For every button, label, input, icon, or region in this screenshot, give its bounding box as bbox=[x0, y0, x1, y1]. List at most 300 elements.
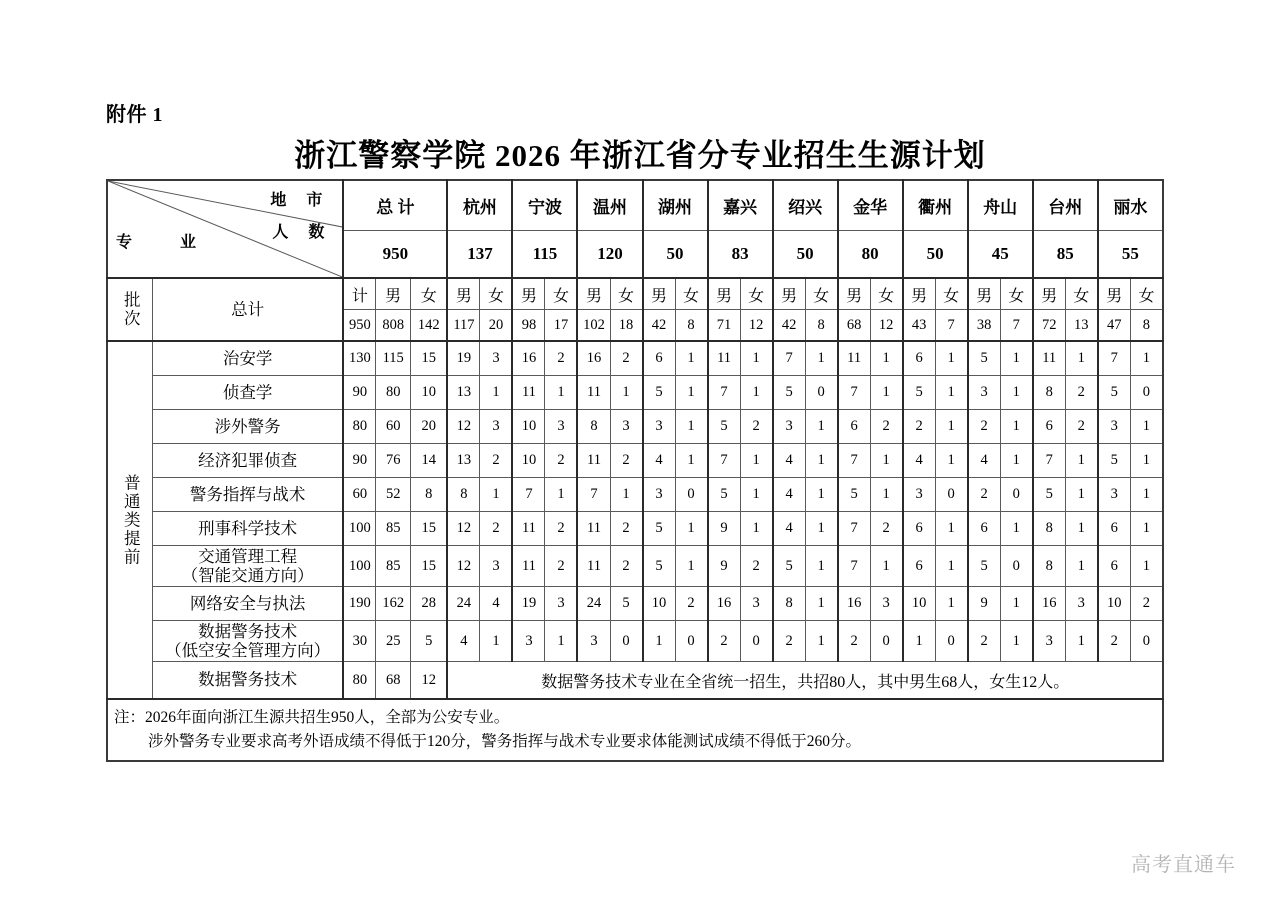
cell-value: 8 bbox=[773, 587, 806, 621]
cell-value: 1 bbox=[805, 621, 838, 662]
cell-value: 8 bbox=[577, 410, 610, 444]
cell-value: 1 bbox=[545, 478, 578, 512]
major-name: 数据警务技术 bbox=[198, 621, 298, 641]
merged-note-cell: 数据警务技术专业在全省统一招生，共招80人，其中男生68人，女生12人。 bbox=[447, 662, 1163, 700]
cell-value: 7 bbox=[838, 546, 871, 587]
cell-last-total-2: 12 bbox=[411, 662, 448, 700]
cell-grand-total-14: 8 bbox=[805, 310, 838, 342]
row-label-major bbox=[153, 587, 344, 621]
cell-value: 0 bbox=[740, 621, 773, 662]
cell-value: 1 bbox=[740, 444, 773, 478]
cell-grand-total-7: 102 bbox=[577, 310, 610, 342]
cell-value: 5 bbox=[1098, 376, 1131, 410]
cell-value: 3 bbox=[545, 410, 578, 444]
cell-value: 2 bbox=[1098, 621, 1131, 662]
subheader-city-2-0: 男 bbox=[577, 278, 610, 310]
cell-value: 28 bbox=[411, 587, 448, 621]
cell-value: 3 bbox=[903, 478, 936, 512]
cell-grand-total-3: 117 bbox=[447, 310, 480, 342]
cell-value: 1 bbox=[805, 478, 838, 512]
major-name: 侦查学 bbox=[222, 382, 273, 402]
cell-value: 10 bbox=[411, 376, 448, 410]
cell-value: 3 bbox=[1033, 621, 1066, 662]
cell-value: 76 bbox=[376, 444, 411, 478]
cell-value: 12 bbox=[447, 512, 480, 546]
cell-grand-total-22: 13 bbox=[1065, 310, 1098, 342]
cell-value: 3 bbox=[512, 621, 545, 662]
cell-value: 3 bbox=[480, 546, 513, 587]
cell-value: 11 bbox=[577, 444, 610, 478]
table-row bbox=[107, 376, 1163, 410]
cell-value: 4 bbox=[968, 444, 1001, 478]
subheader-city-5-0: 男 bbox=[773, 278, 806, 310]
cell-value: 7 bbox=[838, 512, 871, 546]
cell-value: 1 bbox=[740, 478, 773, 512]
cell-value: 15 bbox=[411, 546, 448, 587]
table-header-row-cities bbox=[107, 180, 1163, 231]
major-name: 刑事科学技术 bbox=[198, 518, 298, 538]
cell-value: 100 bbox=[343, 546, 376, 587]
cell-value: 7 bbox=[708, 444, 741, 478]
cell-value: 1 bbox=[480, 478, 513, 512]
cell-value: 10 bbox=[643, 587, 676, 621]
cell-value: 5 bbox=[773, 376, 806, 410]
cell-value: 6 bbox=[903, 341, 936, 376]
cell-value: 3 bbox=[1098, 478, 1131, 512]
column-header-total: 总 计 bbox=[343, 180, 447, 231]
cell-value: 1 bbox=[675, 341, 708, 376]
cell-value: 2 bbox=[1130, 587, 1163, 621]
cell-value: 2 bbox=[610, 444, 643, 478]
cell-value: 1 bbox=[870, 376, 903, 410]
cell-value: 1 bbox=[870, 478, 903, 512]
cell-grand-total-10: 8 bbox=[675, 310, 708, 342]
subheader-city-7-1: 女 bbox=[935, 278, 968, 310]
cell-value: 3 bbox=[577, 621, 610, 662]
cell-value: 2 bbox=[740, 546, 773, 587]
table-row bbox=[107, 621, 1163, 662]
subheader-city-1-0: 男 bbox=[512, 278, 545, 310]
cell-grand-total-8: 18 bbox=[610, 310, 643, 342]
cell-value: 5 bbox=[708, 410, 741, 444]
major-name: 警务指挥与战术 bbox=[189, 484, 306, 504]
quota-total: 950 bbox=[343, 231, 447, 279]
cell-value: 2 bbox=[545, 512, 578, 546]
table-row bbox=[107, 546, 1163, 587]
cell-value: 8 bbox=[411, 478, 448, 512]
subheader-city-3-1: 女 bbox=[675, 278, 708, 310]
cell-value: 2 bbox=[610, 546, 643, 587]
cell-value: 7 bbox=[838, 444, 871, 478]
cell-value: 1 bbox=[675, 546, 708, 587]
watermark: 高考直通车 bbox=[1131, 852, 1236, 876]
subheader-city-9-1: 女 bbox=[1065, 278, 1098, 310]
cell-value: 16 bbox=[512, 341, 545, 376]
cell-value: 1 bbox=[805, 444, 838, 478]
cell-value: 2 bbox=[870, 410, 903, 444]
cell-value: 11 bbox=[577, 376, 610, 410]
cell-value: 6 bbox=[1033, 410, 1066, 444]
quota-city-5: 50 bbox=[773, 231, 838, 279]
cell-value: 5 bbox=[610, 587, 643, 621]
cell-value: 1 bbox=[1065, 546, 1098, 587]
cell-value: 4 bbox=[480, 587, 513, 621]
cell-value: 13 bbox=[447, 376, 480, 410]
cell-value: 19 bbox=[512, 587, 545, 621]
admission-plan-table bbox=[106, 179, 1164, 762]
cell-value: 2 bbox=[968, 410, 1001, 444]
table-footer-note-row bbox=[107, 699, 1163, 761]
cell-value: 1 bbox=[740, 512, 773, 546]
cell-grand-total-19: 38 bbox=[968, 310, 1001, 342]
cell-value: 14 bbox=[411, 444, 448, 478]
cell-value: 11 bbox=[512, 512, 545, 546]
cell-value: 24 bbox=[447, 587, 480, 621]
cell-value: 3 bbox=[643, 410, 676, 444]
admission-plan-table-wrapper bbox=[106, 179, 1164, 762]
cell-value: 1 bbox=[1000, 621, 1033, 662]
cell-grand-total-0: 950 bbox=[343, 310, 376, 342]
cell-value: 7 bbox=[512, 478, 545, 512]
cell-grand-total-20: 7 bbox=[1000, 310, 1033, 342]
cell-value: 2 bbox=[1065, 376, 1098, 410]
cell-value: 5 bbox=[643, 546, 676, 587]
cell-value: 0 bbox=[610, 621, 643, 662]
cell-grand-total-4: 20 bbox=[480, 310, 513, 342]
subheader-city-7-0: 男 bbox=[903, 278, 936, 310]
subheader-city-8-0: 男 bbox=[968, 278, 1001, 310]
cell-value: 3 bbox=[610, 410, 643, 444]
cell-value: 4 bbox=[773, 512, 806, 546]
quota-city-10: 55 bbox=[1098, 231, 1163, 279]
column-header-city-1: 宁波 bbox=[512, 180, 577, 231]
cell-value: 1 bbox=[740, 376, 773, 410]
cell-value: 6 bbox=[1098, 546, 1131, 587]
cell-value: 1 bbox=[1000, 376, 1033, 410]
subheader-city-6-1: 女 bbox=[870, 278, 903, 310]
row-header-batch bbox=[107, 278, 153, 341]
cell-value: 0 bbox=[675, 478, 708, 512]
row-header-batch-label: 批次 bbox=[121, 291, 141, 328]
row-header-category bbox=[107, 341, 153, 699]
cell-value: 8 bbox=[1033, 376, 1066, 410]
cell-value: 16 bbox=[708, 587, 741, 621]
cell-grand-total-12: 12 bbox=[740, 310, 773, 342]
cell-value: 1 bbox=[1065, 444, 1098, 478]
cell-value: 0 bbox=[1130, 621, 1163, 662]
cell-value: 5 bbox=[1033, 478, 1066, 512]
subheader-city-6-0: 男 bbox=[838, 278, 871, 310]
subheader-city-3-0: 男 bbox=[643, 278, 676, 310]
cell-value: 3 bbox=[480, 410, 513, 444]
table-header-row-gender bbox=[107, 278, 1163, 310]
cell-value: 85 bbox=[376, 512, 411, 546]
subheader-city-0-1: 女 bbox=[480, 278, 513, 310]
cell-value: 1 bbox=[1000, 512, 1033, 546]
row-label-major bbox=[153, 546, 344, 587]
column-header-city-8: 舟山 bbox=[968, 180, 1033, 231]
cell-value: 15 bbox=[411, 341, 448, 376]
major-name-sub: （低空安全管理方向） bbox=[165, 641, 331, 660]
cell-value: 6 bbox=[838, 410, 871, 444]
row-label-major bbox=[153, 376, 344, 410]
cell-value: 4 bbox=[773, 478, 806, 512]
cell-value: 8 bbox=[1033, 512, 1066, 546]
cell-value: 10 bbox=[512, 410, 545, 444]
cell-value: 1 bbox=[1000, 410, 1033, 444]
cell-value: 6 bbox=[643, 341, 676, 376]
cell-value: 2 bbox=[903, 410, 936, 444]
cell-value: 15 bbox=[411, 512, 448, 546]
cell-value: 3 bbox=[773, 410, 806, 444]
cell-value: 7 bbox=[708, 376, 741, 410]
cell-value: 30 bbox=[343, 621, 376, 662]
cell-value: 1 bbox=[935, 512, 968, 546]
cell-value: 3 bbox=[545, 587, 578, 621]
cell-value: 3 bbox=[740, 587, 773, 621]
cell-value: 7 bbox=[577, 478, 610, 512]
cell-value: 10 bbox=[1098, 587, 1131, 621]
footer-note-line1: 注：2026年面向浙江生源共招生950人，全部为公安专业。 bbox=[114, 709, 510, 726]
cell-value: 2 bbox=[610, 341, 643, 376]
subheader-total-1: 男 bbox=[376, 278, 411, 310]
cell-value: 0 bbox=[935, 621, 968, 662]
cell-value: 7 bbox=[838, 376, 871, 410]
cell-value: 10 bbox=[512, 444, 545, 478]
row-header-category-label: 普通类提前 bbox=[121, 473, 141, 567]
cell-value: 16 bbox=[838, 587, 871, 621]
cell-value: 1 bbox=[480, 621, 513, 662]
cell-value: 20 bbox=[411, 410, 448, 444]
cell-value: 4 bbox=[903, 444, 936, 478]
cell-value: 2 bbox=[480, 512, 513, 546]
cell-grand-total-1: 808 bbox=[376, 310, 411, 342]
cell-value: 6 bbox=[903, 512, 936, 546]
row-label-major bbox=[153, 444, 344, 478]
cell-value: 7 bbox=[1098, 341, 1131, 376]
cell-value: 115 bbox=[376, 341, 411, 376]
table-row bbox=[107, 444, 1163, 478]
cell-value: 1 bbox=[805, 410, 838, 444]
cell-value: 1 bbox=[935, 376, 968, 410]
column-header-city-3: 湖州 bbox=[643, 180, 708, 231]
cell-value: 1 bbox=[935, 546, 968, 587]
cell-value: 1 bbox=[935, 587, 968, 621]
cell-value: 1 bbox=[935, 444, 968, 478]
row-label-major bbox=[153, 512, 344, 546]
cell-value: 11 bbox=[838, 341, 871, 376]
cell-value: 1 bbox=[545, 621, 578, 662]
subheader-city-1-1: 女 bbox=[545, 278, 578, 310]
subheader-total-0: 计 bbox=[343, 278, 376, 310]
cell-value: 5 bbox=[838, 478, 871, 512]
quota-city-1: 115 bbox=[512, 231, 577, 279]
quota-city-2: 120 bbox=[577, 231, 642, 279]
cell-value: 1 bbox=[1065, 341, 1098, 376]
cell-grand-total-11: 71 bbox=[708, 310, 741, 342]
subheader-city-10-1: 女 bbox=[1130, 278, 1163, 310]
cell-value: 19 bbox=[447, 341, 480, 376]
corner-label-city: 地 市 bbox=[270, 192, 331, 209]
cell-value: 25 bbox=[376, 621, 411, 662]
cell-value: 90 bbox=[343, 376, 376, 410]
cell-value: 1 bbox=[935, 341, 968, 376]
cell-value: 0 bbox=[935, 478, 968, 512]
cell-value: 1 bbox=[870, 341, 903, 376]
cell-value: 90 bbox=[343, 444, 376, 478]
quota-city-8: 45 bbox=[968, 231, 1033, 279]
cell-value: 85 bbox=[376, 546, 411, 587]
major-name: 交通管理工程 bbox=[198, 546, 298, 566]
cell-value: 9 bbox=[968, 587, 1001, 621]
cell-value: 2 bbox=[708, 621, 741, 662]
cell-value: 1 bbox=[805, 341, 838, 376]
subheader-total-2: 女 bbox=[411, 278, 448, 310]
cell-value: 8 bbox=[1033, 546, 1066, 587]
cell-value: 1 bbox=[1000, 587, 1033, 621]
cell-value: 5 bbox=[903, 376, 936, 410]
page-title: 浙江警察学院 2026 年浙江省分专业招生生源计划 bbox=[294, 138, 986, 173]
cell-value: 3 bbox=[643, 478, 676, 512]
cell-value: 0 bbox=[675, 621, 708, 662]
subheader-city-10-0: 男 bbox=[1098, 278, 1131, 310]
cell-grand-total-2: 142 bbox=[411, 310, 448, 342]
cell-value: 1 bbox=[935, 410, 968, 444]
cell-value: 1 bbox=[1130, 444, 1163, 478]
cell-value: 2 bbox=[773, 621, 806, 662]
major-name: 涉外警务 bbox=[214, 416, 281, 436]
cell-value: 2 bbox=[545, 546, 578, 587]
cell-value: 1 bbox=[610, 376, 643, 410]
cell-value: 12 bbox=[447, 546, 480, 587]
table-row bbox=[107, 587, 1163, 621]
quota-city-0: 137 bbox=[447, 231, 512, 279]
cell-value: 12 bbox=[447, 410, 480, 444]
cell-value: 6 bbox=[903, 546, 936, 587]
column-header-city-10: 丽水 bbox=[1098, 180, 1163, 231]
column-header-city-6: 金华 bbox=[838, 180, 903, 231]
major-name-sub: （智能交通方向） bbox=[181, 566, 314, 585]
cell-grand-total-24: 8 bbox=[1130, 310, 1163, 342]
cell-value: 2 bbox=[870, 512, 903, 546]
cell-value: 1 bbox=[675, 376, 708, 410]
cell-value: 9 bbox=[708, 546, 741, 587]
quota-city-7: 50 bbox=[903, 231, 968, 279]
row-label-major bbox=[153, 478, 344, 512]
cell-value: 60 bbox=[376, 410, 411, 444]
corner-label-major: 专 业 bbox=[116, 234, 219, 251]
cell-value: 4 bbox=[773, 444, 806, 478]
cell-value: 1 bbox=[1000, 341, 1033, 376]
subheader-city-0-0: 男 bbox=[447, 278, 480, 310]
column-header-city-9: 台州 bbox=[1033, 180, 1098, 231]
cell-value: 6 bbox=[1098, 512, 1131, 546]
cell-value: 130 bbox=[343, 341, 376, 376]
cell-value: 1 bbox=[675, 444, 708, 478]
corner-diagonal-header bbox=[107, 180, 343, 278]
table-row bbox=[107, 410, 1163, 444]
cell-grand-total-23: 47 bbox=[1098, 310, 1131, 342]
cell-value: 1 bbox=[740, 341, 773, 376]
cell-value: 1 bbox=[1130, 341, 1163, 376]
cell-value: 1 bbox=[1000, 444, 1033, 478]
cell-value: 5 bbox=[643, 376, 676, 410]
column-header-city-5: 绍兴 bbox=[773, 180, 838, 231]
cell-value: 7 bbox=[1033, 444, 1066, 478]
cell-value: 100 bbox=[343, 512, 376, 546]
cell-value: 7 bbox=[773, 341, 806, 376]
cell-value: 3 bbox=[968, 376, 1001, 410]
cell-value: 1 bbox=[870, 546, 903, 587]
cell-value: 5 bbox=[708, 478, 741, 512]
cell-grand-total-6: 17 bbox=[545, 310, 578, 342]
quota-city-3: 50 bbox=[643, 231, 708, 279]
row-label-major bbox=[153, 410, 344, 444]
cell-value: 0 bbox=[805, 376, 838, 410]
cell-value: 2 bbox=[480, 444, 513, 478]
cell-value: 3 bbox=[1065, 587, 1098, 621]
subheader-city-9-0: 男 bbox=[1033, 278, 1066, 310]
cell-value: 11 bbox=[1033, 341, 1066, 376]
cell-value: 2 bbox=[968, 478, 1001, 512]
attachment-label: 附件 1 bbox=[106, 104, 163, 126]
cell-value: 1 bbox=[805, 512, 838, 546]
cell-value: 1 bbox=[675, 512, 708, 546]
cell-value: 5 bbox=[411, 621, 448, 662]
footer-note-line2: 涉外警务专业要求高考外语成绩不得低于120分，警务指挥与战术专业要求体能测试成绩不得低于260分。 bbox=[148, 733, 862, 751]
cell-value: 162 bbox=[376, 587, 411, 621]
row-label-major bbox=[153, 341, 344, 376]
cell-value: 0 bbox=[1130, 376, 1163, 410]
cell-grand-total-9: 42 bbox=[643, 310, 676, 342]
cell-value: 0 bbox=[870, 621, 903, 662]
cell-value: 60 bbox=[343, 478, 376, 512]
cell-value: 5 bbox=[968, 341, 1001, 376]
cell-value: 4 bbox=[643, 444, 676, 478]
cell-value: 2 bbox=[1065, 410, 1098, 444]
cell-value: 1 bbox=[1130, 478, 1163, 512]
cell-value: 16 bbox=[1033, 587, 1066, 621]
row-label-major: 数据警务技术 bbox=[153, 662, 344, 700]
table-row-merged-note bbox=[107, 662, 1163, 700]
cell-grand-total-13: 42 bbox=[773, 310, 806, 342]
cell-value: 80 bbox=[376, 376, 411, 410]
cell-value: 3 bbox=[870, 587, 903, 621]
cell-value: 3 bbox=[1098, 410, 1131, 444]
cell-value: 11 bbox=[577, 512, 610, 546]
cell-value: 1 bbox=[643, 621, 676, 662]
cell-value: 11 bbox=[708, 341, 741, 376]
footer-note-cell bbox=[107, 699, 1163, 761]
row-label-major bbox=[153, 621, 344, 662]
subheader-city-4-1: 女 bbox=[740, 278, 773, 310]
cell-value: 1 bbox=[805, 587, 838, 621]
cell-value: 0 bbox=[1000, 546, 1033, 587]
cell-grand-total-15: 68 bbox=[838, 310, 871, 342]
cell-value: 1 bbox=[805, 546, 838, 587]
cell-value: 2 bbox=[545, 444, 578, 478]
column-header-city-2: 温州 bbox=[577, 180, 642, 231]
cell-value: 190 bbox=[343, 587, 376, 621]
subheader-city-2-1: 女 bbox=[610, 278, 643, 310]
column-header-city-4: 嘉兴 bbox=[708, 180, 773, 231]
cell-value: 5 bbox=[1098, 444, 1131, 478]
cell-value: 10 bbox=[903, 587, 936, 621]
cell-value: 1 bbox=[1065, 621, 1098, 662]
cell-value: 2 bbox=[740, 410, 773, 444]
cell-grand-total-16: 12 bbox=[870, 310, 903, 342]
cell-value: 11 bbox=[577, 546, 610, 587]
